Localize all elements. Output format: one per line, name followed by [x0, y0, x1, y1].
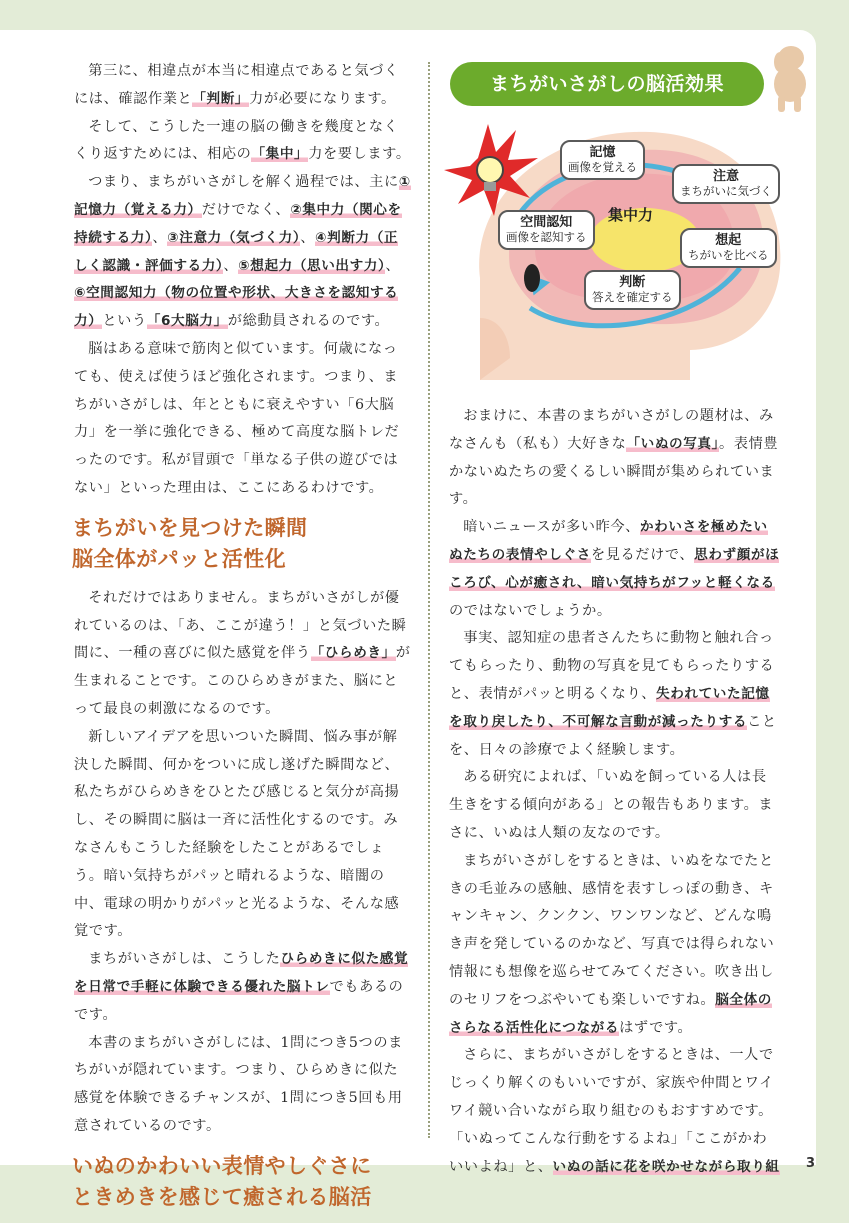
paragraph: つまり、まちがいさがしを解く過程では、主に①記憶力（覚える力）だけでなく、②集中力（関心を持続する力）、③注意力（気づく力）、④判断力（正しく認識・評価する力）、⑤想起力（思い出す力）、⑥空間認知力（物の位置や形状、大きさを認知する力）という「6大脳力」が総動員されるのです。 — [74, 174, 411, 330]
paragraph: 暗いニュースが多い昨今、かわいさを極めたいぬたちの表情やしぐさを見るだけで、思わず顔がほころび、心が癒され、暗い気持ちがフッと軽くなるのではないでしょうか。 — [449, 519, 780, 619]
column-divider — [428, 62, 430, 1138]
focus-label: 集中力 — [608, 206, 654, 224]
attention-bubble: 注意 まちがいに気づく — [672, 164, 780, 204]
recall-bubble: 想起 ちがいを比べる — [680, 228, 777, 268]
paragraph: 新しいアイデアを思いついた瞬間、悩み事が解決した瞬間、何かをついに成し遂げた瞬間など、私たちがひらめきをひとたび感じると気分が高揚し、その瞬間に脳は一斉に活性化するのです。みなさんもこうした経験をしたことがあるでしょう。暗い気持ちがパッと晴れるような、暗闇の中、電球の明かりがパッと光るような、そんな感覚です。 — [74, 728, 400, 940]
judgment-bubble: 判断 答えを確定する — [584, 270, 681, 310]
paragraph: さらに、まちがいさがしをするときは、一人でじっくり解くのもいいですが、家族や仲間とワイワイ競い合いながら取り組むのもおすすめです。「いぬってこんな行動をするよね」「ここがかわいいよね」と、いぬの話に花を咲かせながら取り組 — [449, 1047, 780, 1175]
memory-bubble: 記憶 画像を覚える — [560, 140, 645, 180]
dog-icon — [764, 44, 814, 114]
paragraph: それだけではありません。まちがいさがしが優れているのは、「あ、ここが違う！」と気づいた瞬間に、一種の喜びに似た感覚を伴う「ひらめき」が生まれることです。このひらめきがまた、脳にとって最良の刺激になるのです。 — [74, 589, 411, 717]
paragraph: ある研究によれば、「いぬを飼っている人は長生きをする傾向がある」との報告もあります。まさに、いぬは人類の友なのです。 — [449, 769, 774, 841]
paragraph: 第三に、相違点が本当に相違点であると気づくには、確認作業と「判断」力が必要になります。 — [74, 63, 399, 107]
paragraph: 脳はある意味で筋肉と似ています。何歳になっても、使えば使うほど強化されます。つまり、まちがいさがしは、年とともに衰えやすい「6大脳力」を一挙に強化できる、極めて高度な脳トレだったのです。私が冒頭で「単なる子供の遊びではない」といった理由は、ここにあるわけです。 — [74, 340, 400, 496]
section-heading: いぬのかわいい表情やしぐさに ときめきを感じて癒される脳活 — [72, 1153, 372, 1209]
paragraph: そして、こうした一連の脳の働きを幾度となくくり返すためには、相応の「集中」力を要します。 — [74, 118, 411, 163]
left-column — [74, 58, 412, 1223]
paragraph: おまけに、本書のまちがいさがしの題材は、みなさんも（私も）大好きな「いぬの写真」。表情豊かないぬたちの愛くるしい瞬間が集められています。 — [449, 408, 779, 508]
paragraph: まちがいさがしをするときは、いぬをなでたときの毛並みの感触、感情を表すしっぽの動き、キャンキャン、クンクン、ワンワンなど、どんな鳴き声を発しているのかなど、写真では得られない情報にも想像を巡らせてみてください。吹き出しのセリフをつぶやいても楽しいですね。脳全体のさらなる活性化につながるはずです。 — [449, 852, 775, 1036]
paragraph: まちがいさがしは、こうしたひらめきに似た感覚を日常で手軽に体験できる優れた脳トレでもあるのです。 — [74, 951, 409, 1023]
page-number: 3 — [806, 1156, 816, 1171]
paragraph: 本書のまちがいさがしには、1問につき5つのまちがいが隠れています。つまり、ひらめきに似た感覚を体験できるチャンスが、1問につき5回も用意されているのです。 — [74, 1034, 403, 1134]
spatial-bubble: 空間認知 画像を認知する — [498, 210, 595, 250]
section-heading: まちがいを見つけた瞬間 脳全体がパッと活性化 — [72, 515, 308, 571]
paragraph: 事実、認知症の患者さんたちに動物と触れ合ってもらったり、動物の写真を見てもらったりすると、表情がパッと明るくなり、失われていた記憶を取り戻したり、不可解な言動が減ったりすることを、日々の診療でよく経験します。 — [449, 630, 777, 758]
diagram-title: まちがいさがしの脳活効果 — [450, 62, 764, 106]
right-column — [449, 403, 781, 1181]
